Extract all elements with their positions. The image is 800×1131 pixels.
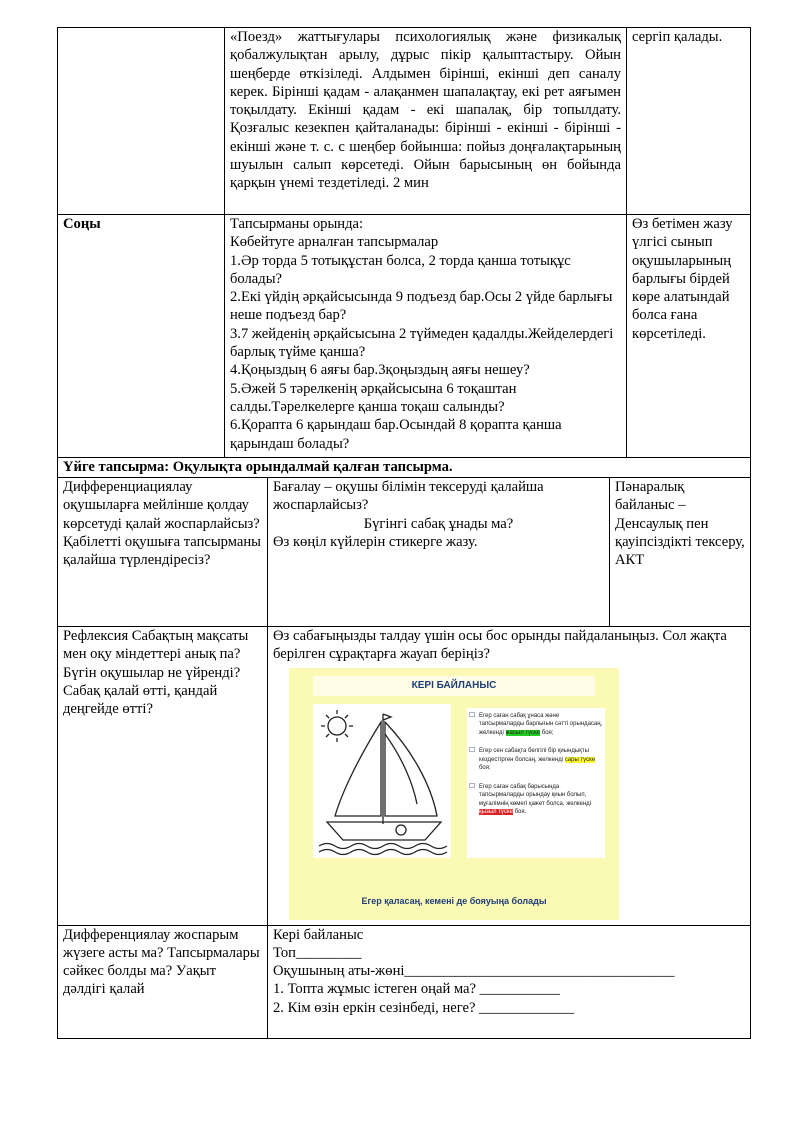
differentiation-cell: Дифференциациялау оқушыларға мейлінше қолдау көрсетуді қалай жоспарлайсыз? Қабілетті оқушыға тапсырманы қалайша түрлендіресіз? (58, 478, 268, 627)
checkbox-icon: ☐ (469, 782, 476, 790)
homework-row: Үйге тапсырма: Оқулықта орындалмай қалған тапсырма. (58, 458, 751, 478)
assessment-like: Бүгінгі сабақ ұнады ма? (363, 515, 514, 532)
table-row (58, 627, 751, 926)
resource-note-cell: Өз бетімен жазу үлгісі сынып оқушыларының барлығы бірдей көре алатындай болса ғана көрсетіледі. (627, 215, 751, 458)
lesson-plan-document (57, 27, 750, 1039)
task-line: Көбейтуге арналған тапсырмалар (230, 234, 439, 251)
student-name-field: Оқушының аты-жөні_____________________________________ (273, 963, 675, 980)
sailboat-icon (313, 704, 451, 858)
differentiation-review-cell: Дифференциялау жоспарым жүзеге асты ма? Тапсырмалары сәйкес болды ма? Уақыт дәлдігі қалай (58, 925, 268, 1038)
task-line: Тапсырманы орында: (230, 216, 364, 232)
question-2: 2. Кім өзін еркін сезінбеді, неге? _____________ (273, 999, 574, 1016)
feedback-form-title: Кері байланыс (273, 926, 364, 943)
question-1: 1. Топта жұмыс істеген оңай ма? ___________ (273, 981, 560, 998)
feedback-item: ☐ Егер сен сабақта белгілі бір қиындықты кездестірген болсаң, желкенді сары түске боя; (469, 747, 596, 772)
assessment-sticker: Өз көңіл күйлерін стикерге жазу. (273, 533, 478, 550)
lesson-table-bottom (57, 477, 751, 1039)
task-line: 3.7 жейденің әрқайсысына 2 түймеден қадалды.Жейделердегі барлық түйме қанша? (230, 325, 618, 361)
feedback-bottom-text: Егер қаласаң, кемені де бояуыңа болады (361, 895, 547, 906)
stage-cell-empty (58, 28, 225, 215)
train-exercise-text: «Поезд» жаттығулары психологиялық және физикалық қобалжулықтан арылу, дұрыс пікір қалыптастыру. Ойын шеңберде өткізіледі. Алдымен бірінші, екінші деп саналу керек. Бірінші қадам - алақанмен шапалақтау, екі рет аяғымен тоқылдату. Екінші қадам - екі шапалақ, бір топылдату. Қозғалыс кезекпен қайталанады: бірінші - екінші - бірінші - екінші және т. с. с шеңбер бойынша: пойыз доңғалақтарының шуылын салып көрсетеді. Ойын барысының өн бойында қарқын үнемі тездетіледі. 2 мин (225, 28, 627, 215)
table-row (58, 478, 751, 627)
assessment-cell (268, 478, 610, 627)
table-row (58, 28, 751, 215)
stage-label-end: Соңы (58, 215, 225, 458)
reflection-cell: Рефлексия Сабақтың мақсаты мен оқу міндеттері анық па? Бүгін оқушылар не үйренді? Сабақ қалай өтті, қандай деңгейде өтті? (58, 627, 268, 926)
table-row (58, 215, 751, 458)
result-cell: сергіп қалады. (627, 28, 751, 215)
reflection-instructions: Өз сабағыңызды талдау үшін осы бос орынды пайдаланыңыз. Сол жақта берілген сұрақтарға жауап беріңіз? (273, 628, 731, 663)
group-field: Топ_________ (273, 944, 362, 961)
assessment-question: Бағалау – оқушы білімін тексеруді қалайша жоспарлайсыз? (273, 479, 548, 514)
task-line: 2.Екі үйдің әрқайсысында 9 подъезд бар.Осы 2 үйде барлығы неше подъезд бар? (230, 289, 617, 324)
lesson-table-top (57, 27, 751, 478)
sailboat-image (313, 704, 451, 858)
task-line: 6.Қорапта 6 қарындаш бар.Осындай 8 қорапта қанша қарындаш болады? (230, 417, 566, 452)
table-row (58, 458, 751, 478)
checkbox-icon: ☐ (469, 711, 476, 719)
feedback-image (289, 668, 619, 920)
feedback-item: ☐ Егер саған сабақ ұнаса және тапсырмаларды барлығын сәтті орындасаң, желкенді жасыл түске боя; (469, 711, 603, 736)
cross-curricular-cell: Пәнаралық байланыс – Денсаулық пен қауіпсіздікті тексеру, АКТ (610, 478, 751, 627)
task-line: 4.Қоңыздың 6 аяғы бар.3қоңыздың аяғы нешеу? (230, 362, 530, 379)
feedback-item: ☐ Егер саған сабақ барысында тапсырмаларды орындау қиын болып, мұғалімнің көмегі қажет болса, желкенді қызыл түске боя. (469, 782, 592, 816)
feedback-form-cell (268, 925, 751, 1038)
feedback-title: КЕРІ БАЙЛАНЫС (313, 676, 595, 696)
reflection-analysis-cell (268, 627, 751, 926)
tasks-cell (225, 215, 627, 458)
table-row (58, 925, 751, 1038)
task-line: 1.Әр торда 5 тотықұстан болса, 2 торда қанша тотықұс болады? (230, 252, 575, 287)
task-line: 5.Әжей 5 тәрелкенің әрқайсысына 6 тоқаштан салды.Тәрелкелерге қанша тоқаш салынды? (230, 380, 521, 415)
feedback-list (467, 708, 605, 858)
checkbox-icon: ☐ (469, 747, 476, 755)
